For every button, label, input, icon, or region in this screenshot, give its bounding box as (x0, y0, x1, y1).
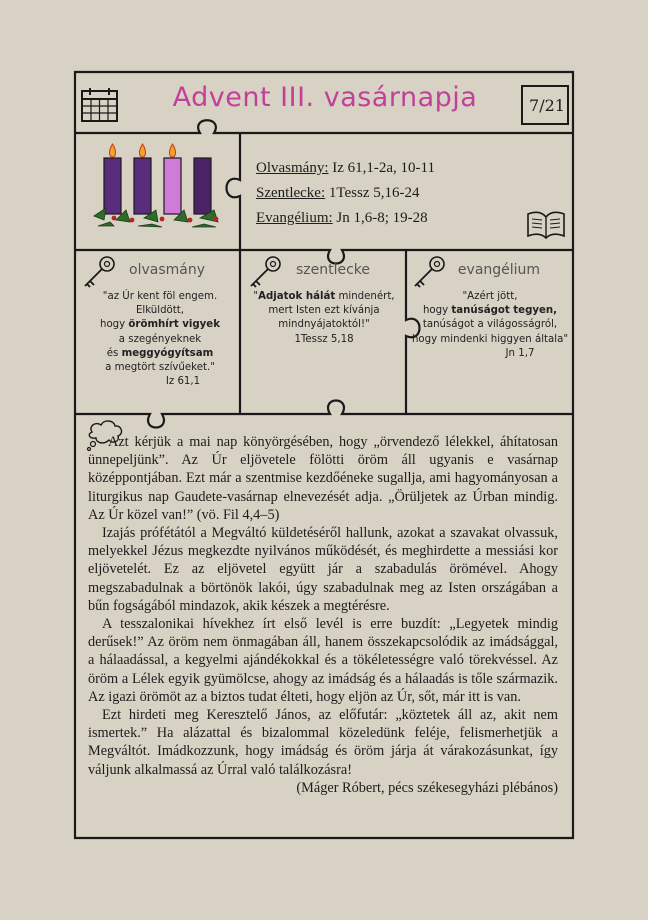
reflection-text (88, 433, 558, 797)
reading-row-evangelium (256, 210, 428, 227)
reading-ref: Jn 1,6-8; 19-28 (336, 210, 428, 226)
reading-row-szentlecke (256, 185, 420, 202)
reading-ref: 1Tessz 5,16-24 (328, 185, 420, 201)
paragraph: A tesszalonikai hívekhez írt első levél is erre buzdít: „Legyetek mindig derűsek!” Az öröm nem önmagában áll, hanem összekapcsolódik az imádsággal, a hálaadással, a kegyelmi ajándékokkal és a tökéletességre való törekvéssel. Az öröm a Lélek egyik gyümölcse, ahogy az imádság és a hálaadás is tőle származik. Az igazi örömöt az a biztos tudat élteti, hogy eljön az Úr, sőt, már itt is van. (88, 616, 558, 705)
reading-label: Evangélium: (256, 210, 333, 226)
reading-row-olvasmany (256, 160, 435, 177)
candle-1 (104, 144, 121, 214)
paragraph: Ezt hirdeti meg Keresztelő János, az előfutár: „köztetek áll az, akit nem ismertek.” Ha alázattal és bizalommal közeledünk feléje, felismerhetjük a Megváltót. Imádkozzunk, hogy imádság és öröm járja át várakozásunkat, így váljunk alkalmassá az Úrral való találkozásra! (88, 707, 558, 778)
candle-4 (194, 158, 211, 214)
open-book-icon (524, 208, 568, 242)
paragraph: Azt kérjük a mai nap könyörgésében, hogy „örvendező lélekkel, áhítatosan ünnepeljünk”. Az Úr eljövetele fölötti öröm áll ugyanis e vasárnap középpontjában. Ezt már a szentmise kezdőéneke sugallja, ami hagyományosan a liturgikus nap Gaudete-vasárnap elnevezését adja. „Örüljetek az Úrban mindig. Az Úr közel van!” (vö. Fil 4,4–5) (88, 434, 558, 523)
reading-ref: Iz 61,1-2a, 10-11 (332, 160, 435, 176)
page-number: 7/21 (529, 96, 565, 115)
reading-label: Szentlecke: (256, 185, 326, 201)
signature: (Máger Róbert, pécs székesegyházi plébános) (296, 779, 558, 796)
column-title-evangelium: evangélium (457, 262, 541, 278)
page-title: Advent III. vasárnapja (172, 82, 478, 113)
candle-3 (164, 144, 181, 214)
quote-olvasmany: "az Úr kent föl engem. Elküldött, hogy örömhírt vigyek a szegényeknek és meggyógyítsam a megtört szívűeket." Iz 61,1 (99, 291, 220, 388)
calendar-icon (80, 86, 120, 124)
column-title-olvasmany: olvasmány (129, 262, 205, 278)
column-title-szentlecke: szentlecke (295, 262, 371, 278)
paragraph: Izajás prófétától a Megváltó küldetéséről hallunk, azokat a szavakat olvassuk, melyekkel Jézus megkezdte nyilvános működését, és meghirdette a messiási kor eljövetelét. Ez az eljövetel együtt jár a szabadulás örömével. Ahogy megszabadulnak a börtönök lakói, úgy szabadulnak meg az Isten országában a bűn fogságából mindazok, akik készek a megtérésre. (88, 525, 558, 614)
quote-evangelium: "Azért jött, hogy tanúságot tegyen, tanúságot a világosságról, hogy mindenki higgyen általa" Jn 1,7 (411, 291, 569, 359)
reading-label: Olvasmány: (256, 160, 329, 176)
candle-2 (134, 144, 151, 214)
quote-szentlecke: "Adjatok hálát mindenért, mert Isten ezt kívánja mindnyájatoktól!" 1Tessz 5,18 (253, 291, 395, 345)
advent-wreath-candles (92, 140, 227, 228)
